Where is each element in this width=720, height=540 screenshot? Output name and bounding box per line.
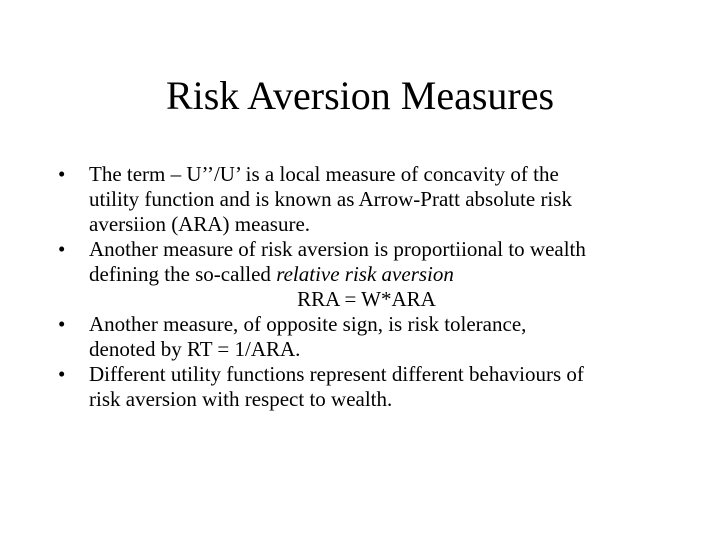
bullet-text-line: Another measure, of opposite sign, is risk tolerance,: [89, 312, 527, 336]
bullet-dot-icon: •: [58, 362, 66, 386]
bullet-text-line: utility function and is known as Arrow-Pratt absolute risk: [89, 187, 572, 211]
bullet-item-rt: [58, 312, 678, 362]
bullet-dot-icon: •: [58, 312, 66, 336]
bullet-text-line: denoted by RT = 1/ARA.: [89, 337, 301, 361]
bullet-item-ara: [58, 162, 678, 237]
bullet-dot-icon: •: [58, 237, 66, 261]
bullet-list: [58, 162, 678, 412]
bullet-text-line: The term – U’’/U’ is a local measure of concavity of the: [89, 162, 559, 186]
bullet-text-line: aversiion (ARA) measure.: [89, 212, 311, 236]
bullet-text-line: [89, 262, 678, 287]
bullet-item-rra: [58, 237, 678, 312]
bullet-text-line: Different utility functions represent different behaviours of: [89, 362, 584, 386]
bullet-item-utility: [58, 362, 678, 412]
slide-title: Risk Aversion Measures: [165, 73, 555, 118]
bullet-text-line: risk aversion with respect to wealth.: [89, 387, 393, 411]
bullet-dot-icon: •: [58, 162, 66, 186]
bullet-text-line: Another measure of risk aversion is proportiional to wealth: [89, 237, 586, 261]
formula-rra: RRA = W*ARA: [297, 287, 436, 311]
bullet-text-prefix: defining the so-called: [89, 262, 277, 286]
emphasized-term: relative risk aversion: [276, 262, 454, 286]
